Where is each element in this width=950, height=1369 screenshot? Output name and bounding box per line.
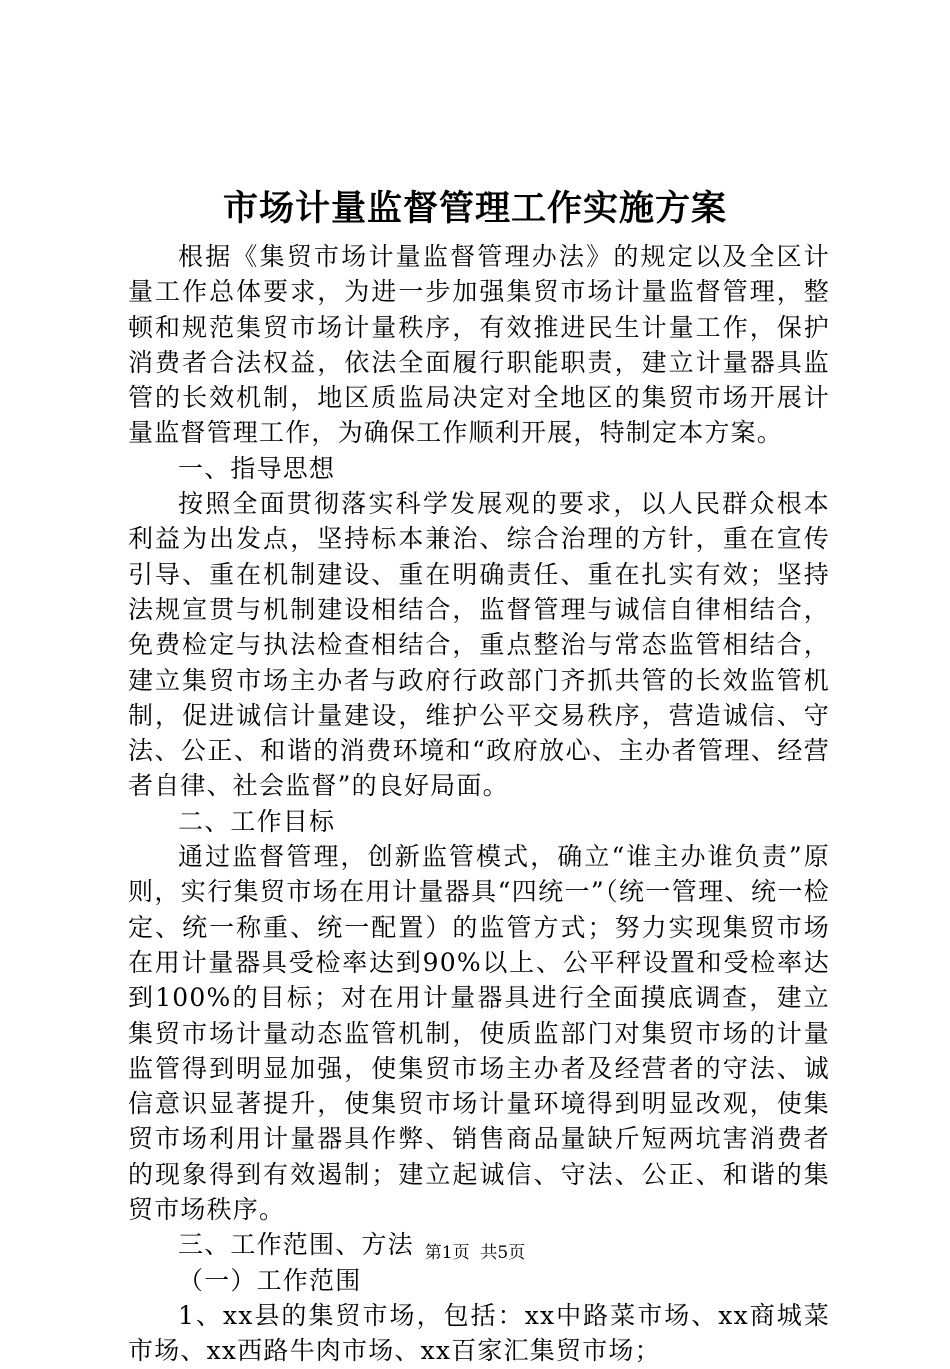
document-body — [128, 239, 830, 1369]
page-footer — [0, 1241, 950, 1265]
work-goals-paragraph: 通过监督管理，创新监管模式，确立“谁主办谁负责”原则，实行集贸市场在用计量器具“四统一”（统一管理、统一检定、统一称重、统一配置）的监管方式；努力实现集贸市场在用计量器具受检率达到90%以上、公平秤设置和受检率达到100%的目标；对在用计量器具进行全面摸底调查，建立集贸市场计量动态监管机制，使质监部门对集贸市场的计量监管得到明显加强，使集贸市场主办者及经营者的守法、诚信意识显著提升，使集贸市场计量环境得到明显改观，使集贸市场利用计量器具作弊、销售商品量缺斤短两坑害消费者的现象得到有效遏制；建立起诚信、守法、公正、和谐的集贸市场秩序。 — [128, 842, 830, 1225]
page-number-label: 第1页 共5页 — [424, 1243, 526, 1263]
scope-item-1: 1、xx县的集贸市场，包括：xx中路菜市场、xx商城菜市场、xx西路牛肉市场、xx百家汇集贸市场； — [128, 1300, 830, 1366]
intro-paragraph: 根据《集贸市场计量监督管理办法》的规定以及全区计量工作总体要求，为进一步加强集贸市场计量监督管理，整顿和规范集贸市场计量秩序，有效推进民生计量工作，保护消费者合法权益，依法全面履行职能职责，建立计量器具监管的长效机制，地区质监局决定对全地区的集贸市场开展计量监督管理工作，为确保工作顺利开展，特制定本方案。 — [128, 242, 830, 448]
section-heading-scope-methods: 三、工作范围、方法 — [178, 1230, 414, 1260]
section-heading-guiding-ideology: 一、指导思想 — [178, 453, 336, 483]
section-heading-work-goals: 二、工作目标 — [178, 806, 336, 836]
document-title: 市场计量监督管理工作实施方案 — [222, 189, 727, 229]
subsection-heading-work-scope: （一）工作范围 — [178, 1265, 362, 1295]
guiding-ideology-paragraph: 按照全面贯彻落实科学发展观的要求，以人民群众根本利益为出发点，坚持标本兼治、综合治理的方针，重在宣传引导、重在机制建设、重在明确责任、重在扎实有效；坚持法规宣贯与机制建设相结合，监督管理与诚信自律相结合，免费检定与执法检查相结合，重点整治与常态监管相结合，建立集贸市场主办者与政府行政部门齐抓共管的长效监管机制，促进诚信计量建设，维护公平交易秩序，营造诚信、守法、公正、和谐的消费环境和“政府放心、主办者管理、经营者自律、社会监督”的良好局面。 — [128, 489, 830, 801]
